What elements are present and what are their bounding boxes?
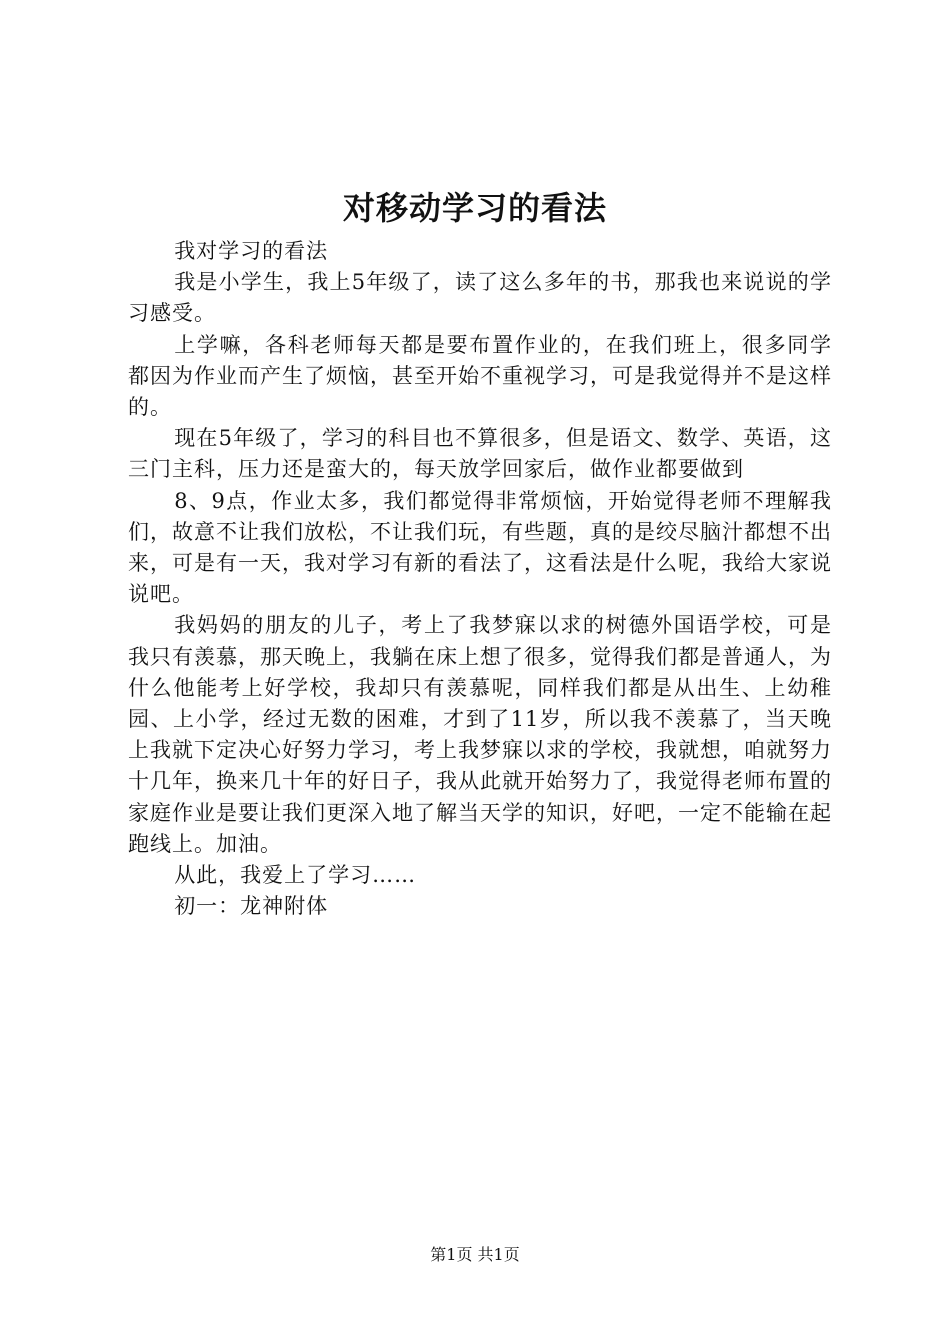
paragraph: 我是小学生，我上5年级了，读了这么多年的书，那我也来说说的学习感受。 bbox=[128, 270, 832, 326]
paragraph: 现在5年级了，学习的科目也不算很多，但是语文、数学、英语，这三门主科，压力还是蛮大的，每天放学回家后，做作业都要做到 bbox=[128, 426, 832, 482]
paragraph: 我妈妈的朋友的儿子，考上了我梦寐以求的树德外国语学校，可是我只有羡慕，那天晚上，我躺在床上想了很多，觉得我们都是普通人，为什么他能考上好学校，我却只有羡慕呢，同样我们都是从出生、上幼稚园、上小学，经过无数的困难，才到了11岁，所以我不羡慕了，当天晚上我就下定决心好努力学习，考上我梦寐以求的学校，我就想，咱就努力十几年，换来几十年的好日子，我从此就开始努力了，我觉得老师布置的家庭作业是要让我们更深入地了解当天学的知识，好吧，一定不能输在起跑线上。加油。 bbox=[128, 613, 832, 856]
paragraph-subtitle: 我对学习的看法 bbox=[174, 239, 329, 263]
page-number-footer: 第1页 共1页 bbox=[430, 1245, 520, 1264]
document-title: 对移动学习的看法 bbox=[342, 189, 607, 227]
paragraph: 8、9点，作业太多，我们都觉得非常烦恼，开始觉得老师不理解我们，故意不让我们放松，不让我们玩，有些题，真的是绞尽脑汁都想不出来，可是有一天，我对学习有新的看法了，这看法是什么呢，我给大家说说吧。 bbox=[128, 488, 832, 607]
paragraph: 从此，我爱上了学习…… bbox=[174, 863, 417, 888]
document-body bbox=[128, 236, 832, 922]
paragraph-signature: 初一：龙神附体 bbox=[174, 894, 329, 919]
paragraph: 上学嘛，各科老师每天都是要布置作业的，在我们班上，很多同学都因为作业而产生了烦恼，甚至开始不重视学习，可是我觉得并不是这样的。 bbox=[128, 332, 832, 420]
